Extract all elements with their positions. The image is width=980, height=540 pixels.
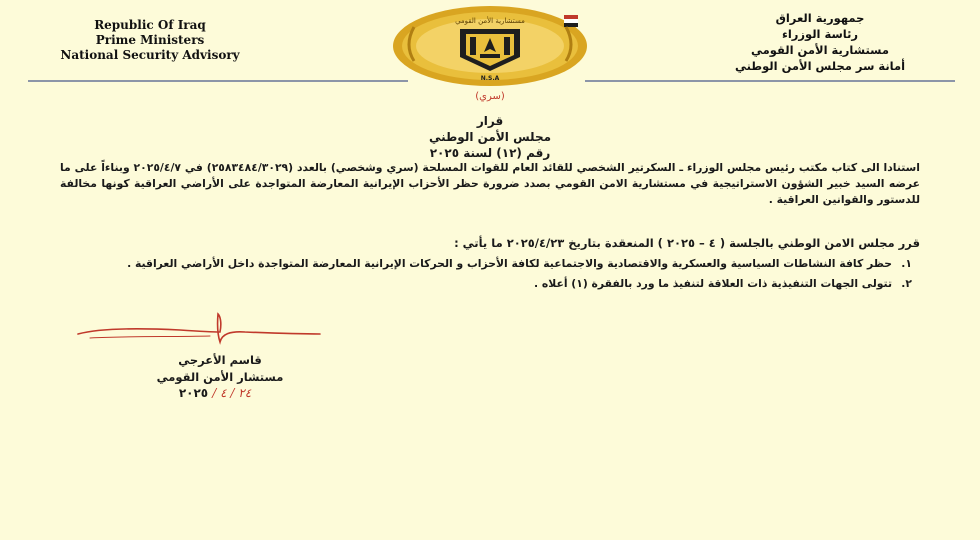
list-item [60, 276, 920, 292]
item-text: حظر كافة النشاطات السياسية والعسكرية والاقتصادية والاجتماعية لكافة الأحزاب و الحركات الإيرانية المعارضة المتواجدة داخل الأراضي العراقية . [127, 257, 892, 270]
classification-stamp: (سري) [475, 91, 505, 102]
item-number: ١. [901, 257, 912, 270]
preamble-text: استنادا الى كتاب مكتب رئيس مجلس الوزراء ـ السكرتير الشخصي للقائد العام للقوات المسلحة (سري وشخصي) بالعدد (٢٥٨٣٤٨٤/٣٠٢٩) في ٢٠٢٥/٤/٧ وبناءاً على ما عرضه السيد خبير الشؤون الاستراتيجية في مستشارية الامن القومي بصدد ضرورة حظر الأحزاب الإيرانية المعارضة المتواجدة على الأراضي العراقية كونها مخالفة للدستور والقوانين العراقية . [60, 161, 920, 206]
header-ar-office: مستشارية الأمن القومي [751, 43, 889, 57]
signatory-block [120, 352, 320, 386]
date-year: ٢٠٢٥ [178, 386, 209, 400]
nsa-emblem-logo [390, 5, 590, 87]
header-divider-left [28, 80, 408, 82]
signatory-name: قاسم الأعرجي [178, 353, 262, 367]
decision-label: قرار [476, 114, 504, 128]
header-ar-secretariat: أمانة سر مجلس الأمن الوطني [734, 59, 906, 73]
header-en-country: Republic Of Iraq [94, 18, 206, 32]
item-text: تتولى الجهات التنفيذية ذات العلاقة لتنفيذ ما ورد بالفقرة (١) أعلاه . [534, 277, 892, 290]
emblem-top-text: مستشارية الأمن القومي [455, 17, 525, 25]
header-en-office: National Security Advisory [60, 48, 240, 62]
signatory-title: مستشار الأمن القومي [156, 370, 284, 384]
council-name: مجلس الأمن الوطني [428, 130, 552, 144]
emblem-bottom-text: N.S.A [480, 75, 500, 82]
header-ar-ministry: رئاسة الوزراء [781, 27, 859, 41]
handwritten-date: ٢٤ / ٤ / [212, 386, 252, 400]
item-number: ٢. [901, 277, 912, 290]
resolution-line: قرر مجلس الامن الوطني بالجلسة ( ٤ – ٢٠٢٥ ) المنعقدة بتاريخ ٢٠٢٥/٤/٢٣ ما يأتي : [454, 236, 920, 250]
header-en-ministry: Prime Ministers [95, 33, 205, 47]
preamble-paragraph [60, 160, 920, 208]
english-letterhead [20, 18, 280, 63]
list-item [60, 256, 920, 272]
signature-date [135, 386, 295, 400]
decision-heading [330, 113, 650, 161]
arabic-letterhead [690, 10, 950, 74]
header-ar-country: جمهورية العراق [775, 11, 865, 25]
resolution-items [60, 256, 920, 292]
header-divider-right [585, 80, 955, 82]
decision-number: رقم (١٢) لسنة ٢٠٢٥ [429, 146, 551, 160]
handwritten-signature [70, 312, 330, 352]
